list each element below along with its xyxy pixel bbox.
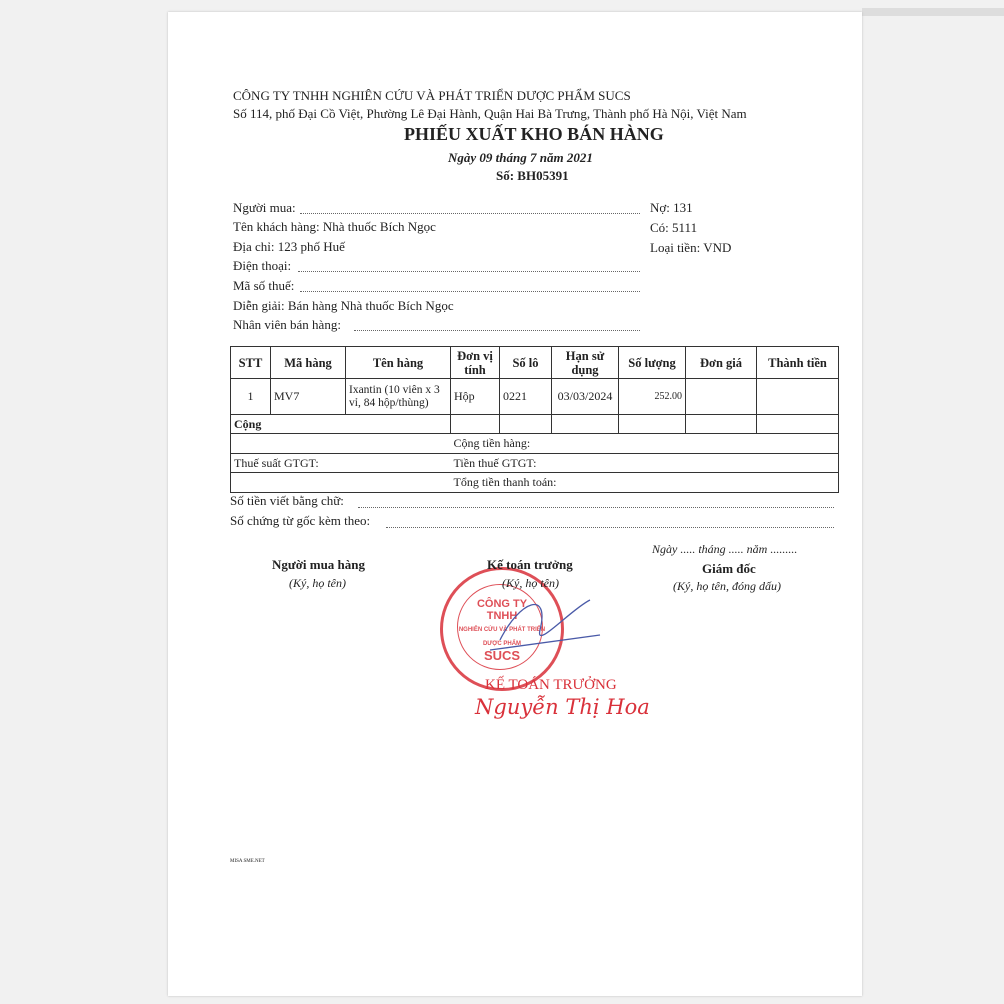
amount-in-words-label: Số tiền viết bằng chữ:: [230, 493, 344, 508]
phone-line: [298, 271, 640, 272]
cell-lot: 0221: [500, 379, 552, 415]
buyer-sign-note: (Ký, họ tên): [289, 576, 346, 590]
cell-name: Ixantin (10 viên x 3 vỉ, 84 hộp/thùng): [346, 379, 451, 415]
cell-price: [686, 379, 757, 415]
description: Diễn giải: Bán hàng Nhà thuốc Bích Ngọc: [233, 298, 454, 313]
debit-account: Nợ: 131: [650, 200, 693, 215]
doc-date: Ngày 09 tháng 7 năm 2021: [448, 150, 593, 165]
background-edge: [862, 8, 1004, 16]
staff-line: [354, 330, 640, 331]
vat-rate-label: Thuế suất GTGT:: [231, 454, 451, 473]
amount-in-words-line: [358, 507, 834, 508]
tax-code-label: Mã số thuế:: [233, 278, 295, 293]
phone-label: Điện thoại:: [233, 258, 292, 273]
currency: Loại tiền: VND: [650, 240, 732, 255]
accountant-sign-title: Kế toán trưởng: [487, 557, 573, 572]
cell-expiry: 03/03/2024: [552, 379, 619, 415]
company-address: Số 114, phố Đại Cồ Việt, Phường Lê Đại Hành, Quận Hai Bà Trưng, Thành phố Hà Nội, Việt Nam: [233, 106, 747, 121]
total-label: Cộng: [231, 415, 451, 434]
header-expiry: Hạn sử dụng: [552, 347, 619, 379]
credit-account: Có: 5111: [650, 220, 698, 235]
table-header: [231, 347, 839, 379]
stamp-title: KẾ TOÁN TRƯỞNG: [485, 677, 617, 693]
header-lot: Số lô: [500, 347, 552, 379]
total-row: [231, 415, 839, 434]
header-code: Mã hàng: [271, 347, 346, 379]
header-price: Đơn giá: [686, 347, 757, 379]
director-sign-note: (Ký, họ tên, đóng dấu): [673, 579, 781, 593]
signature: [480, 580, 620, 660]
staff-label: Nhân viên bán hàng:: [233, 317, 341, 332]
goods-total-label: Cộng tiền hàng:: [451, 434, 839, 454]
doc-title: PHIẾU XUẤT KHO BÁN HÀNG: [404, 124, 664, 144]
doc-number: Số: BH05391: [496, 168, 569, 183]
tax-code-line: [300, 291, 640, 292]
company-name: CÔNG TY TNHH NGHIÊN CỨU VÀ PHÁT TRIỂN DƯỢC PHẨM SUCS: [233, 88, 631, 103]
software-footer: MISA SME.NET: [230, 859, 265, 864]
cell-unit: Hộp: [451, 379, 500, 415]
accountant-sign-note: (Ký, họ tên): [502, 576, 559, 590]
items-table: [230, 346, 839, 493]
cell-qty: 252.00: [619, 379, 686, 415]
header-stt: STT: [231, 347, 271, 379]
header-qty: Số lượng: [619, 347, 686, 379]
vat-amount-label: Tiền thuế GTGT:: [451, 454, 839, 473]
sign-date: Ngày ..... tháng ..... năm .........: [652, 542, 798, 556]
director-sign-title: Giám đốc: [702, 561, 756, 576]
grand-total-label: Tổng tiền thanh toán:: [451, 473, 839, 493]
attached-docs-label: Số chứng từ gốc kèm theo:: [230, 513, 371, 528]
attached-docs-line: [386, 527, 834, 528]
cell-amount: [757, 379, 839, 415]
header-unit: Đơn vị tính: [451, 347, 500, 379]
company-stamp: CÔNG TY TNHH NGHIÊN CỨU VÀ PHÁT TRIỂN DƯỢC PHẨM SUCS: [440, 567, 564, 691]
cell-stt: 1: [231, 379, 271, 415]
buyer-sign-title: Người mua hàng: [272, 557, 366, 572]
buyer-label: Người mua:: [233, 200, 296, 215]
cell-code: MV7: [271, 379, 346, 415]
buyer-line: [300, 213, 640, 214]
header-name: Tên hàng: [346, 347, 451, 379]
table-row: [231, 379, 839, 415]
stamp-name: Nguyễn Thị Hoa: [475, 695, 650, 719]
header-amount: Thành tiền: [757, 347, 839, 379]
customer-name: Tên khách hàng: Nhà thuốc Bích Ngọc: [233, 219, 436, 234]
customer-address: Địa chỉ: 123 phố Huế: [233, 239, 345, 254]
